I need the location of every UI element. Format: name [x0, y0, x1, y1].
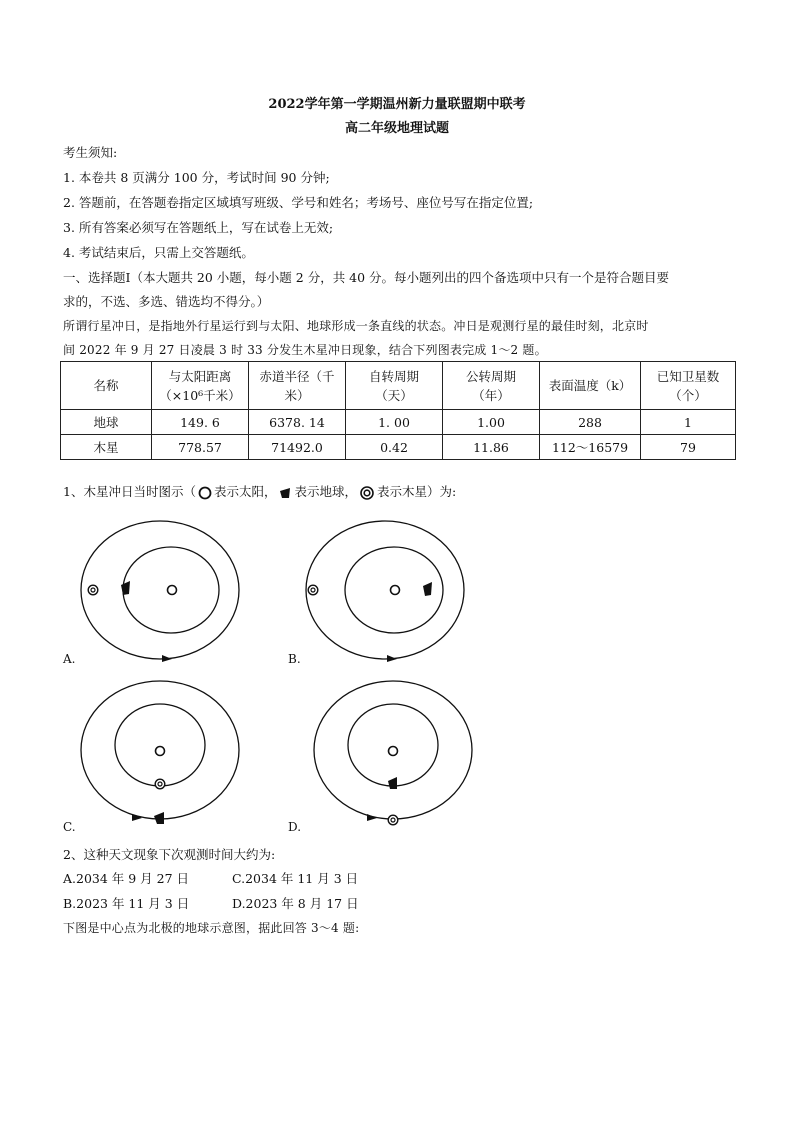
next-question-intro: 下图是中心点为北极的地球示意图，据此回答 3～4 题: — [63, 921, 360, 935]
q2-option-d[interactable]: D.2023 年 8 月 17 日 — [232, 896, 359, 911]
q2-option-a[interactable]: A.2034 年 9 月 27 日 — [63, 871, 190, 886]
section-heading-line2: 求的，不选、多选、错选均不得分。） — [63, 294, 270, 309]
table-cell: 0.42 — [346, 435, 443, 460]
table-header-row — [61, 362, 736, 410]
jupiter-icon — [388, 815, 398, 825]
sun-icon — [391, 586, 400, 595]
table-cell: 71492.0 — [249, 435, 346, 460]
section-heading-line1: 一、选择题Ⅰ（本大题共 20 小题，每小题 2 分，共 40 分。每小题列出的四个备选项中只有一个是符合题目要 — [63, 270, 670, 285]
notice-item-2: 2. 答题前，在答题卷指定区域填写班级、学号和姓名；考场号、座位号写在指定位置; — [63, 195, 534, 210]
earth-icon — [121, 581, 130, 595]
notice-item-4: 4. 考试结束后，只需上交答题纸。 — [63, 245, 254, 260]
table-row — [61, 435, 736, 460]
sun-icon — [168, 586, 177, 595]
option-c-orbit-diagram[interactable] — [80, 678, 250, 828]
earth-icon — [423, 582, 432, 596]
table-cell: 1 — [641, 410, 736, 435]
table-cell: 6378. 14 — [249, 410, 346, 435]
direction-arrow-icon — [162, 655, 172, 662]
earth-icon — [154, 812, 164, 824]
sun-icon — [156, 747, 165, 756]
q2-stem: 2、这种天文现象下次观测时间大约为: — [63, 847, 276, 862]
table-row — [61, 410, 736, 435]
table-header-cell: 公转周期 （年） — [443, 362, 540, 410]
table-cell: 79 — [641, 435, 736, 460]
q2-option-c[interactable]: C.2034 年 11 月 3 日 — [232, 871, 359, 886]
exam-subtitle: 高二年级地理试题 — [344, 121, 449, 136]
option-b-orbit-diagram[interactable] — [305, 520, 475, 670]
table-header-cell: 名称 — [61, 362, 152, 410]
jupiter-legend-icon — [359, 485, 375, 501]
jupiter-icon — [88, 585, 98, 595]
direction-arrow-icon — [387, 655, 397, 662]
option-a-label: A. — [63, 652, 76, 666]
intro-line2: 间 2022 年 9 月 27 日凌晨 3 时 33 分发生木星冲日现象，结合下列图表完成 1～2 题。 — [63, 343, 547, 357]
exam-title: 2022学年第一学期温州新力量联盟期中联考 — [268, 97, 526, 112]
earth-icon — [388, 777, 397, 789]
option-a-orbit-diagram[interactable] — [80, 520, 250, 670]
earth-legend-icon — [278, 485, 292, 501]
notice-item-3: 3. 所有答案必须写在答题纸上，写在试卷上无效; — [63, 220, 334, 235]
q1-stem: 1、木星冲日当时图示（ 表示太阳， 表示地球， 表示木星）为: — [63, 484, 457, 499]
jupiter-icon — [155, 779, 165, 789]
sun-icon — [389, 747, 398, 756]
option-b-label: B. — [288, 652, 301, 666]
notice-item-1: 1. 本卷共 8 页满分 100 分，考试时间 90 分钟; — [63, 170, 330, 185]
table-cell: 1.00 — [443, 410, 540, 435]
intro-line1: 所谓行星冲日，是指地外行星运行到与太阳、地球形成一条直线的状态。冲日是观测行星的最佳时刻，北京时 — [63, 319, 649, 333]
option-d-label: D. — [288, 820, 302, 834]
table-header-cell: 赤道半径（千 米） — [249, 362, 346, 410]
jupiter-icon — [308, 585, 318, 595]
table-cell: 778.57 — [152, 435, 249, 460]
table-cell: 1. 00 — [346, 410, 443, 435]
q2-option-b[interactable]: B.2023 年 11 月 3 日 — [63, 896, 190, 911]
table-header-cell: 自转周期 （天） — [346, 362, 443, 410]
sun-legend-icon — [198, 485, 212, 501]
planet-table — [60, 361, 736, 460]
table-header-cell: 表面温度（k） — [540, 362, 641, 410]
table-header-cell: 已知卫星数 （个） — [641, 362, 736, 410]
table-cell: 地球 — [61, 410, 152, 435]
table-cell: 11.86 — [443, 435, 540, 460]
direction-arrow-icon — [367, 814, 377, 821]
table-cell: 149. 6 — [152, 410, 249, 435]
option-d-orbit-diagram[interactable] — [313, 678, 483, 828]
option-c-label: C. — [63, 820, 76, 834]
direction-arrow-icon — [132, 814, 142, 821]
table-cell: 112～16579 — [540, 435, 641, 460]
table-header-cell: 与太阳距离 （×10⁶千米） — [152, 362, 249, 410]
table-cell: 288 — [540, 410, 641, 435]
table-cell: 木星 — [61, 435, 152, 460]
notice-heading: 考生须知: — [63, 145, 118, 160]
